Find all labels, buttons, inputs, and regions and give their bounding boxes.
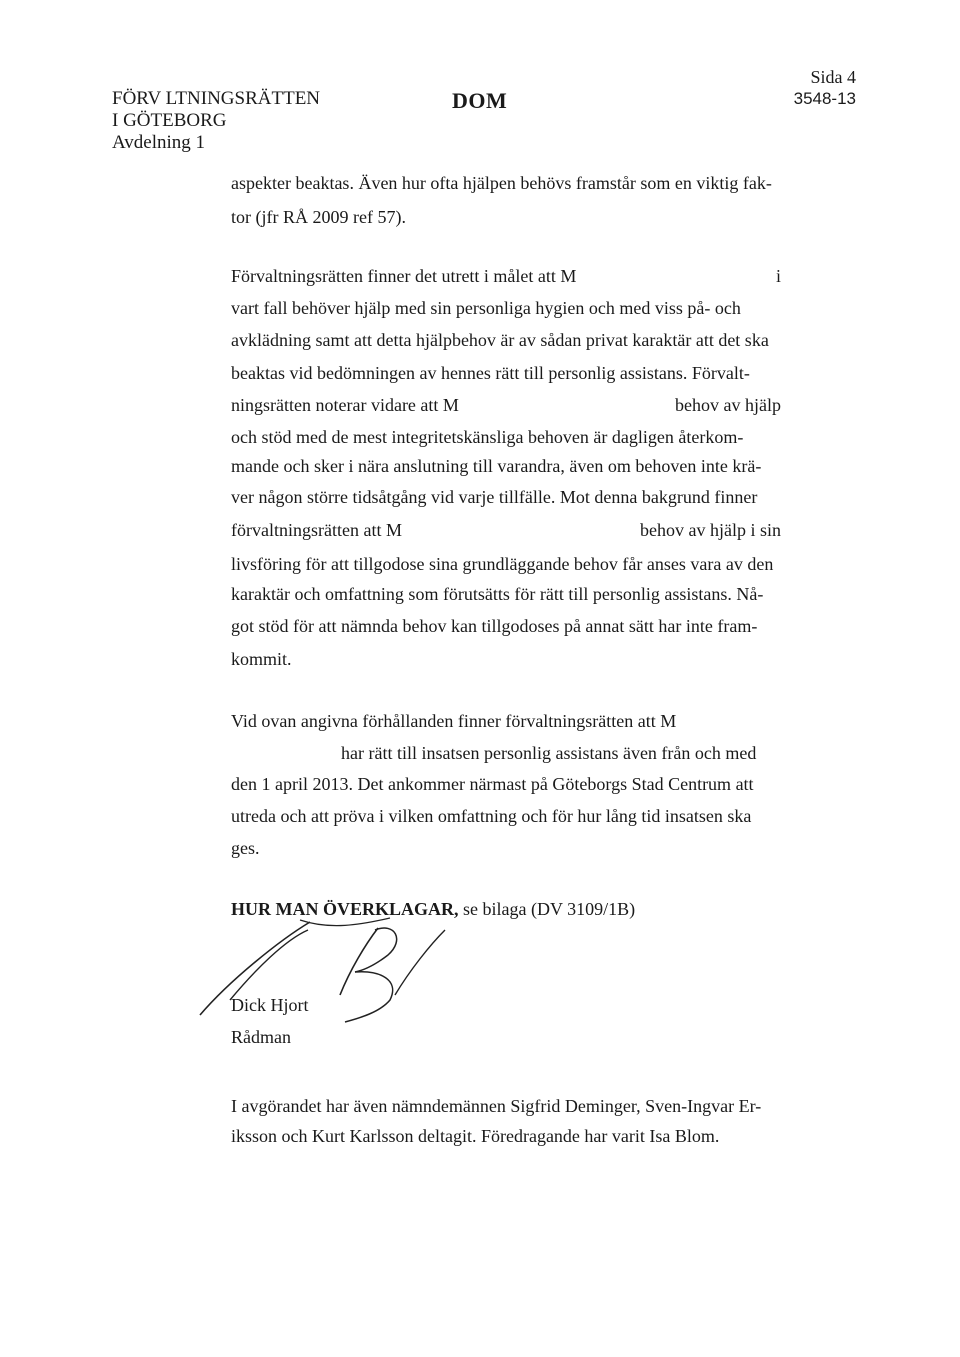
p2-line-5	[231, 393, 781, 417]
p1-line-1: aspekter beaktas. Även hur ofta hjälpen behövs framstår som en viktig fak-	[231, 173, 772, 193]
page-info	[794, 66, 856, 110]
page-number: Sida 4	[810, 67, 856, 87]
p2-line-7: mande och sker i nära anslutning till varandra, även om behoven inte krä-	[231, 456, 762, 476]
p3-line-4: utreda och att pröva i vilken omfattning och för hur lång tid insatsen ska	[231, 806, 752, 826]
case-number: 3548-13	[793, 89, 856, 108]
p2-line-12: got stöd för att nämnda behov kan tillgodoses på annat sätt har inte fram-	[231, 616, 758, 636]
p2-line-5-text: ningsrätten noterar vidare att M	[231, 395, 459, 415]
p1-line-2: tor (jfr RÅ 2009 ref 57).	[231, 207, 406, 227]
p2-line-9-text: förvaltningsrätten att M	[231, 520, 402, 540]
court-name-line2: I GÖTEBORG	[112, 110, 227, 131]
p4-line-2: iksson och Kurt Karlsson deltagit. Föredragande har varit Isa Blom.	[231, 1126, 720, 1146]
p2-line-9-end: behov av hjälp i sin	[640, 520, 781, 540]
court-name-line1: FÖRV LTNINGSRÄTTEN	[112, 88, 321, 109]
p2-line-1-end: i	[775, 266, 781, 286]
p2-line-11: karaktär och omfattning som förutsätts för rätt till personlig assistans. Nå-	[231, 584, 764, 604]
p3-line-1: Vid ovan angivna förhållanden finner förvaltningsrätten att M	[231, 711, 677, 731]
signer-name: Dick Hjort	[231, 995, 309, 1015]
p2-line-3: avklädning samt att detta hjälpbehov är av sådan privat karaktär att det ska	[231, 330, 769, 350]
department: Avdelning 1	[112, 132, 206, 153]
p2-line-1-text: Förvaltningsrätten finner det utrett i målet att M	[231, 266, 577, 286]
p2-line-8: ver någon större tidsåtgång vid varje tillfälle. Mot denna bakgrund finner	[231, 487, 758, 507]
p2-line-4: beaktas vid bedömningen av hennes rätt till personlig assistans. Förvalt-	[231, 363, 750, 383]
p2-line-5-end: behov av hjälp	[675, 395, 781, 415]
appeal-reference: se bilaga (DV 3109/1B)	[458, 899, 636, 919]
signer-title: Rådman	[231, 1027, 291, 1047]
court-header	[112, 88, 320, 154]
p4-line-1: I avgörandet har även nämndemännen Sigfrid Deminger, Sven-Ingvar Er-	[231, 1096, 762, 1116]
document-type: DOM	[452, 88, 508, 113]
p3-line-3: den 1 april 2013. Det ankommer närmast på Göteborgs Stad Centrum att	[231, 774, 754, 794]
p2-line-10: livsföring för att tillgodose sina grundläggande behov får anses vara av den	[231, 554, 774, 574]
appeal-heading: HUR MAN ÖVERKLAGAR,	[231, 899, 459, 919]
p2-line-6: och stöd med de mest integritetskänsliga behoven är dagligen återkom-	[231, 427, 744, 447]
p2-line-2: vart fall behöver hjälp med sin personliga hygien och med viss på- och	[231, 298, 741, 318]
p3-line-5: ges.	[231, 838, 260, 858]
p2-line-1	[231, 264, 781, 288]
p3-line-2: har rätt till insatsen personlig assistans även från och med	[341, 743, 757, 763]
p2-line-13: kommit.	[231, 649, 292, 669]
p2-line-9	[231, 518, 781, 542]
